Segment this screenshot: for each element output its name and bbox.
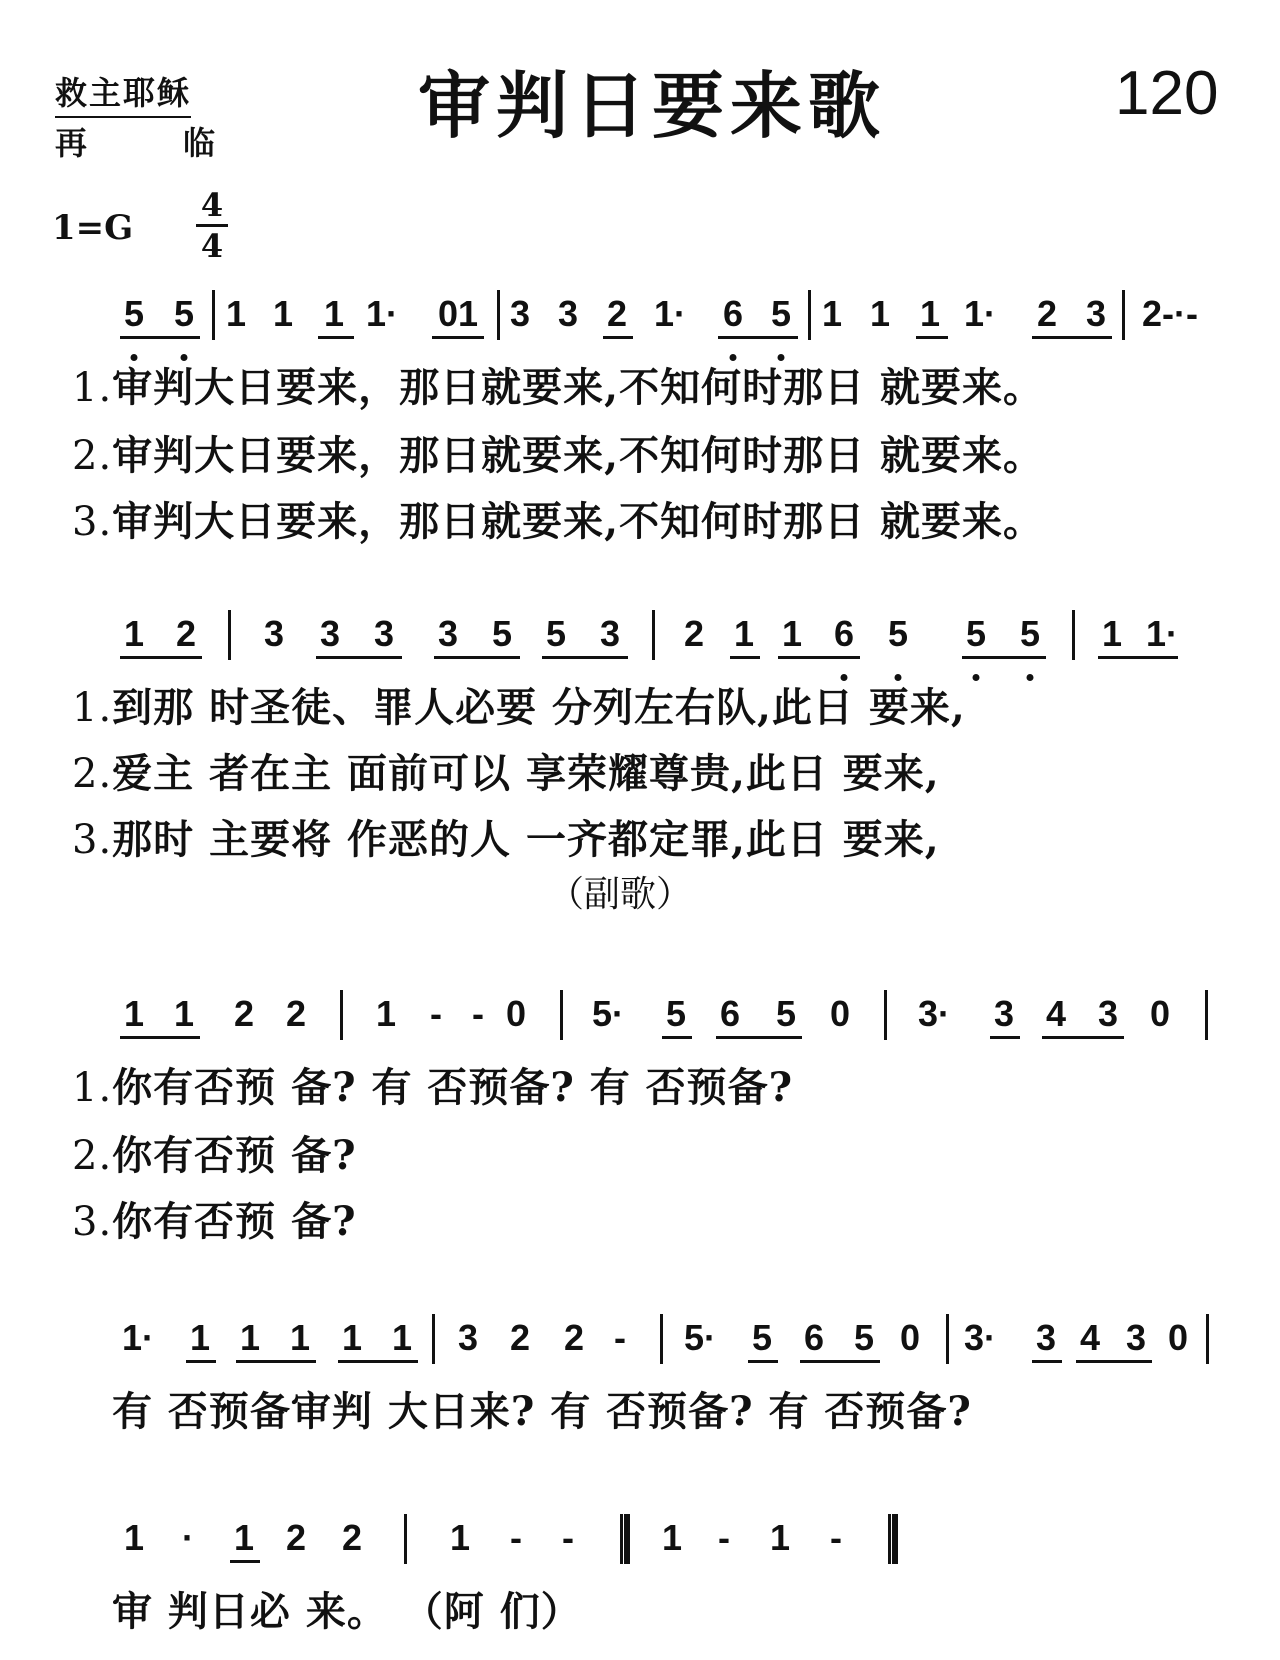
note: -: [614, 1317, 626, 1358]
note: 5: [491, 613, 513, 654]
barline: [884, 990, 887, 1040]
note: 01: [437, 293, 479, 334]
lyric-text: 你有否预 备? 有 否预备? 有 否预备?: [112, 1064, 794, 1111]
lyric-line: [72, 490, 1044, 547]
note: 1: [272, 293, 294, 334]
time-signature-top: 4: [200, 186, 224, 224]
note: 1: [239, 1317, 261, 1358]
note: -: [430, 993, 442, 1034]
note: 5: [775, 993, 797, 1034]
note: 1: [123, 613, 145, 654]
note: 1: [733, 613, 755, 654]
lyric-line: [72, 1056, 793, 1113]
beam-underline: [1098, 656, 1178, 659]
beam-underline: [730, 656, 760, 659]
page-number: 120: [1115, 59, 1219, 128]
barline: [1072, 610, 1075, 660]
note: 3·: [917, 993, 951, 1034]
beam-underline: [962, 656, 1046, 659]
note: 2: [175, 613, 197, 654]
note: 2-·-: [1142, 293, 1198, 334]
note: 5: [751, 1317, 773, 1358]
note: 2: [341, 1517, 363, 1558]
note: 3: [319, 613, 341, 654]
lyric-line: [72, 676, 966, 733]
note: 3·: [963, 1317, 997, 1358]
chorus-label: （副歌）: [548, 874, 693, 915]
beam-underline: [120, 1036, 200, 1039]
lyric-line: [72, 424, 1044, 481]
lyric-line: [112, 1580, 582, 1637]
beam-underline: [542, 656, 628, 659]
note: 6: [719, 993, 741, 1034]
time-signature-bottom: 4: [196, 224, 228, 265]
note: 1·: [1145, 613, 1179, 654]
note: 1·: [121, 1317, 155, 1358]
note: 1: [289, 1317, 311, 1358]
note: 6: [722, 293, 744, 334]
lyric-line: [112, 1380, 972, 1437]
key-signature: 1=G: [52, 208, 134, 248]
note: 1: [769, 1517, 791, 1558]
barline: [212, 290, 215, 340]
category-sublabel: [55, 118, 217, 164]
note: -: [472, 993, 484, 1034]
note: 1: [919, 293, 941, 334]
note: 1: [323, 293, 345, 334]
notation-line: [0, 606, 1280, 662]
lyric-text: 你有否预 备?: [112, 1132, 357, 1179]
beam-underline: [916, 336, 948, 339]
note: 0: [505, 993, 527, 1034]
barline: [1206, 1314, 1209, 1364]
note: 2: [285, 993, 307, 1034]
note: 3: [599, 613, 621, 654]
category-label: 救主耶稣: [55, 68, 191, 118]
lyric-text: 审判大日要来，那日就要来,不知何时那日 就要来。: [112, 364, 1045, 411]
verse-number: 1.: [72, 1065, 113, 1111]
note: 1: [233, 1517, 255, 1558]
octave-dot: [973, 674, 980, 681]
category-sublabel-b: 临: [182, 124, 217, 162]
barline: [1205, 990, 1208, 1040]
note: 5: [965, 613, 987, 654]
barline: [660, 1314, 663, 1364]
beam-underline: [186, 1360, 216, 1363]
lyric-text: 审 判日必 来。 （阿 们）: [112, 1588, 582, 1635]
beam-underline: [662, 1036, 692, 1039]
lyric-line: [72, 808, 940, 865]
barline: [1122, 290, 1125, 340]
beam-underline: [748, 1360, 778, 1363]
note: 1·: [365, 293, 399, 334]
note: 5: [545, 613, 567, 654]
note: 5: [853, 1317, 875, 1358]
note: -: [562, 1517, 574, 1558]
note: 1: [781, 613, 803, 654]
barline: [432, 1314, 435, 1364]
beam-underline: [718, 336, 798, 339]
notation-line: [0, 1510, 1280, 1566]
verse-number: 2.: [72, 433, 113, 479]
note: 2: [233, 993, 255, 1034]
note: 3: [509, 293, 531, 334]
notation-line: [0, 1310, 1280, 1366]
note: 3: [1035, 1317, 1057, 1358]
note: 3: [1125, 1317, 1147, 1358]
beam-underline: [990, 1036, 1020, 1039]
note: 5: [770, 293, 792, 334]
note: 1: [1101, 613, 1123, 654]
note: 3: [263, 613, 285, 654]
note: 1: [391, 1317, 413, 1358]
beam-underline: [230, 1560, 260, 1563]
note: -: [510, 1517, 522, 1558]
lyric-text: 爱主 者在主 面前可以 享荣耀尊贵,此日 要来,: [112, 750, 940, 797]
note: 1·: [963, 293, 997, 334]
octave-dot: [1027, 674, 1034, 681]
note: 2: [285, 1517, 307, 1558]
verse-number: 3.: [72, 499, 113, 545]
barline: [652, 610, 655, 660]
beam-underline: [778, 656, 860, 659]
lyric-text: 审判大日要来，那日就要来,不知何时那日 就要来。: [112, 432, 1045, 479]
note: 4: [1045, 993, 1067, 1034]
note: 6: [833, 613, 855, 654]
note: 1: [123, 1517, 145, 1558]
barline: [946, 1314, 949, 1364]
note: 1: [821, 293, 843, 334]
verse-number: 2.: [72, 1133, 113, 1179]
note: -: [718, 1517, 730, 1558]
beam-underline: [434, 656, 520, 659]
note: 5·: [591, 993, 625, 1034]
note: 6: [803, 1317, 825, 1358]
notation-line: [0, 286, 1280, 342]
note: 1: [225, 293, 247, 334]
note: 2: [606, 293, 628, 334]
note: 1: [173, 993, 195, 1034]
note: 0: [829, 993, 851, 1034]
note: 1: [375, 993, 397, 1034]
hymn-title: 审判日要来歌: [418, 64, 887, 148]
lyric-line: [72, 1124, 357, 1181]
note: 5: [123, 293, 145, 334]
verse-number: 1.: [72, 365, 113, 411]
notation-line: [0, 986, 1280, 1042]
note: 5: [887, 613, 909, 654]
lyric-text: 到那 时圣徒、罪人必要 分列左右队,此日 要来,: [112, 684, 966, 731]
note: 1: [123, 993, 145, 1034]
category-sublabel-a: 再: [55, 124, 90, 162]
beam-underline: [603, 336, 633, 339]
note: 2: [683, 613, 705, 654]
beam-underline: [120, 336, 200, 339]
barline: [404, 1514, 407, 1564]
note: 2: [563, 1317, 585, 1358]
note: 0: [1149, 993, 1171, 1034]
note: ·: [182, 1517, 194, 1558]
beam-underline: [1042, 1036, 1124, 1039]
note: 3: [557, 293, 579, 334]
time-signature: [196, 186, 228, 265]
note: 3: [437, 613, 459, 654]
barline: [560, 990, 563, 1040]
lyric-line: [72, 742, 940, 799]
note: 0: [1167, 1317, 1189, 1358]
note: 5: [665, 993, 687, 1034]
beam-underline: [120, 656, 202, 659]
beam-underline: [432, 336, 484, 339]
note: 3: [993, 993, 1015, 1034]
barline: [340, 990, 343, 1040]
beam-underline: [1032, 336, 1112, 339]
note: -: [830, 1517, 842, 1558]
note: 4: [1079, 1317, 1101, 1358]
note: 2: [1036, 293, 1058, 334]
note: 3: [373, 613, 395, 654]
double-barline: [620, 1514, 630, 1564]
note: 3: [1085, 293, 1107, 334]
note: 1: [869, 293, 891, 334]
lyric-text: 那时 主要将 作恶的人 一齐都定罪,此日 要来,: [112, 816, 940, 863]
beam-underline: [1032, 1360, 1062, 1363]
barline: [228, 610, 231, 660]
beam-underline: [236, 1360, 316, 1363]
beam-underline: [1076, 1360, 1152, 1363]
lyric-text: 有 否预备审判 大日来? 有 否预备? 有 否预备?: [112, 1388, 972, 1435]
verse-number: 1.: [72, 685, 113, 731]
beam-underline: [318, 336, 354, 339]
lyric-line: [72, 356, 1044, 413]
note: 3: [457, 1317, 479, 1358]
beam-underline: [800, 1360, 880, 1363]
verse-number: 2.: [72, 751, 113, 797]
note: 1: [341, 1317, 363, 1358]
note: 3: [1097, 993, 1119, 1034]
lyric-line: [72, 1190, 357, 1247]
note: 1: [449, 1517, 471, 1558]
beam-underline: [338, 1360, 418, 1363]
note: 5: [173, 293, 195, 334]
note: 0: [899, 1317, 921, 1358]
beam-underline: [316, 656, 402, 659]
verse-number: 3.: [72, 817, 113, 863]
double-barline: [888, 1514, 898, 1564]
lyric-text: 你有否预 备?: [112, 1198, 357, 1245]
verse-number: 3.: [72, 1199, 113, 1245]
note: 1: [189, 1317, 211, 1358]
barline: [497, 290, 500, 340]
beam-underline: [716, 1036, 802, 1039]
note: 2: [509, 1317, 531, 1358]
note: 1·: [653, 293, 687, 334]
note: 5: [1019, 613, 1041, 654]
note: 5·: [683, 1317, 717, 1358]
note: 1: [661, 1517, 683, 1558]
lyric-text: 审判大日要来，那日就要来,不知何时那日 就要来。: [112, 498, 1045, 545]
barline: [808, 290, 811, 340]
